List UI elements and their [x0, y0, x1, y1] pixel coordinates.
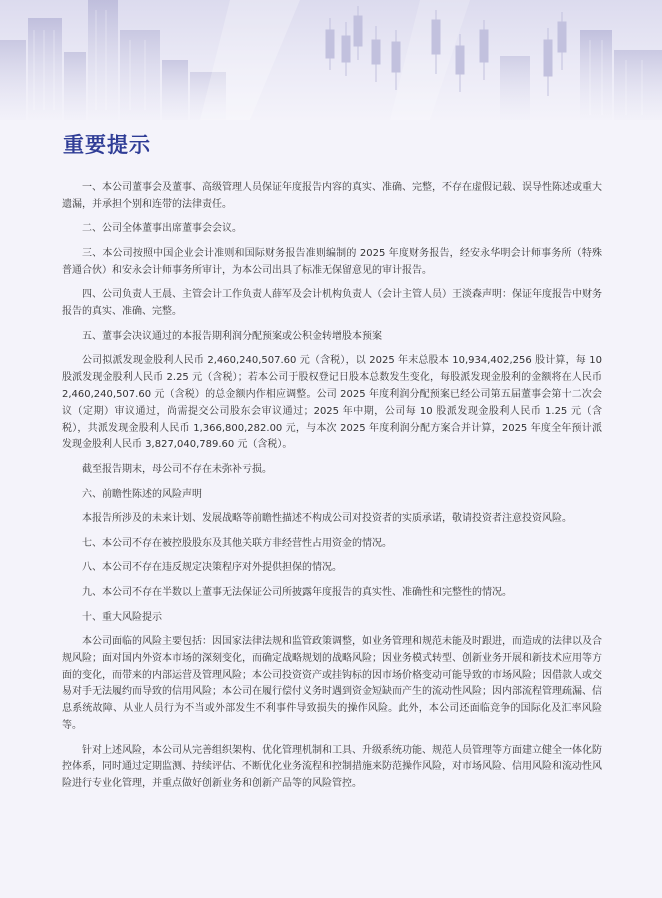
paragraph-12: 九、本公司不存在半数以上董事无法保证公司所披露年度报告的真实性、准确性和完整性的情况。 [82, 586, 512, 598]
paragraph-5: 五、董事会决议通过的本报告期利润分配预案或公积金转增股本预案 [82, 330, 382, 342]
paragraph-8: 六、前瞻性陈述的风险声明 [82, 488, 202, 500]
paragraph-1: 一、本公司董事会及董事、高级管理人员保证年度报告内容的真实、准确、完整，不存在虚假记载、误导性陈述或重大遗漏，并承担个别和连带的法律责任。 [62, 182, 602, 210]
paragraph-10: 七、本公司不存在被控股股东及其他关联方非经营性占用资金的情况。 [82, 537, 392, 549]
paragraph-13: 十、重大风险提示 [82, 611, 162, 623]
header-decoration [0, 0, 662, 120]
paragraph-7: 截至报告期末，母公司不存在未弥补亏损。 [82, 463, 272, 475]
paragraph-3: 三、本公司按照中国企业会计准则和国际财务报告准则编制的 2025 年度财务报告，经安永华明会计师事务所（特殊普通合伙）和安永会计师事务所审计，为本公司出具了标准无保留意见的审计报告。 [62, 247, 602, 276]
paragraph-11: 八、本公司不存在违反规定决策程序对外提供担保的情况。 [82, 562, 342, 574]
notice-body [62, 180, 602, 801]
paragraph-9: 本报告所涉及的未来计划、发展战略等前瞻性描述不构成公司对投资者的实质承诺，敬请投资者注意投资风险。 [82, 513, 572, 525]
skyline-candlestick-illustration [0, 0, 662, 120]
paragraph-14: 本公司面临的风险主要包括：因国家法律法规和监管政策调整，如业务管理和规范未能及时跟进，而造成的法律以及合规风险；面对国内外资本市场的深刻变化，而确定战略规划的战略风险；因业务模式转型、创新业务开展和新技术应用等方面的变化，而带来的内部运营及管理风险；本公司投资资产或挂钩标的因市场价格变动可能导致的市场风险；因借款人或交易对手无法履约而导致的信用风险；本公司在履行偿付义务时遇到资金短缺而产生的流动性风险；因内部流程管理疏漏、信息系统故障、从业人员行为不当或外部发生不利事件导致损失的操作风险。此外，本公司还面临竞争的国际化及汇率风险等。 [62, 636, 602, 732]
paragraph-2: 二、公司全体董事出席董事会会议。 [82, 223, 242, 235]
page-title: 重要提示 [63, 133, 151, 157]
paragraph-4: 四、公司负责人王晨、主管会计工作负责人薛军及会计机构负责人（会计主管人员）王淡森声明：保证年度报告中财务报告的真实、准确、完整。 [62, 289, 602, 318]
paragraph-6: 公司拟派发现金股利人民币 2,460,240,507.60 元（含税），以 2025 年末总股本 10,934,402,256 股计算，每 10 股派发现金股利人民币 2.25 元（含税）；若本公司于股权登记日股本总数发生变化，每股派发现金股利的金额将在人民币 2,460,240,507.60 元（含税）的总金额内作相应调整。公司 2025 年度利润分配预案已经公司第五届董事会第十二次会议（定期）审议通过，尚需提交公司股东会审议通过；2025 年中期，公司每 10 股派发现金股利人民币 1.25 元（含税），共派发现金股利人民币 1,366,800,282.00 元，与本次 2025 年度利润分配方案合并计算，2025 年度全年预计派发现金股利人民币 3,827,040,789.60 元（含税）。 [62, 355, 602, 451]
paragraph-15: 针对上述风险，本公司从完善组织架构、优化管理机制和工具、升级系统功能、规范人员管理等方面建立健全一体化防控体系，同时通过定期监测、持续评估、不断优化业务流程和控制措施来防范操作风险，对市场风险、信用风险和流动性风险进行专业化管理，并重点做好创新业务和创新产品等的风险管控。 [62, 744, 602, 790]
